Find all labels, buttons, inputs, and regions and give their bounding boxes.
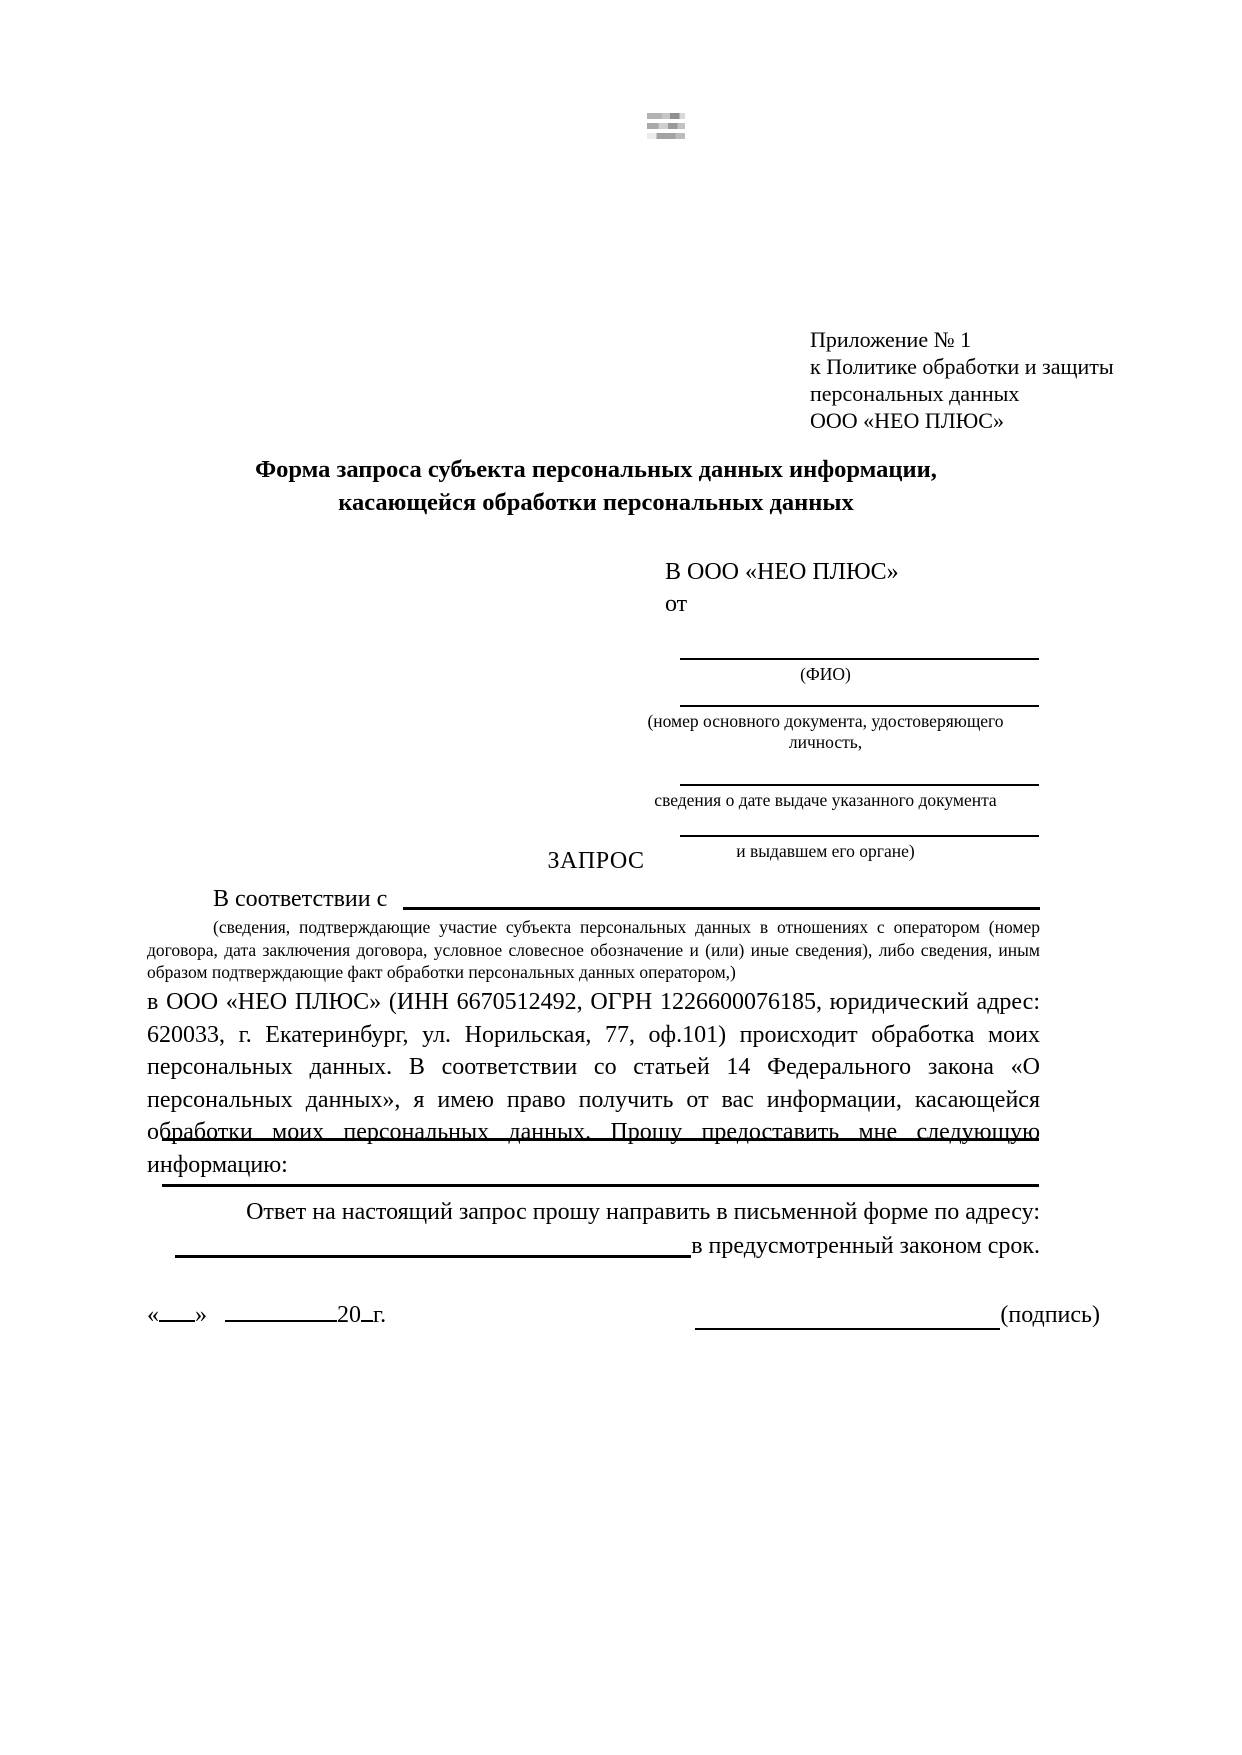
document-logo-image [647,113,685,143]
appendix-line: ООО «НЕО ПЛЮС» [810,408,1004,433]
appendix-header-block [810,326,1114,434]
document-number-blank-line [680,705,1039,707]
quote-close: » [195,1302,207,1328]
date-year-suffix: г. [373,1302,387,1328]
address-blank-line [175,1231,691,1258]
appendix-line: Приложение № 1 [810,327,972,352]
signature-blank-line [695,1302,1000,1330]
requested-info-blank-line-2 [162,1184,1039,1187]
issue-date-field-label: сведения о дате выдаче указанного документа [654,790,997,810]
issue-date-blank-line [680,784,1039,786]
date-day-blank [159,1298,195,1322]
basis-footnote: (сведения, подтверждающие участие субъекта персональных данных в отношениях с оператором (номер договора, дата заключения договора, условное словесное обозначение и (или) иные сведения), либо сведения, иным образом подтверждающие факт обработки персональных данных оператором,) [147,917,1040,982]
fio-blank-line [680,658,1039,660]
logo-stripe [647,123,685,129]
quote-open: « [147,1302,159,1328]
request-heading: ЗАПРОС [547,848,645,874]
addressee-from-label: от [665,591,688,617]
issuing-authority-field-label: и выдавшем его органе) [736,841,915,861]
requested-info-blank-line-1 [162,1138,1039,1141]
request-body-paragraph: в ООО «НЕО ПЛЮС» (ИНН 6670512492, ОГРН 1226600076185, юридический адрес: 620033, г. Екатеринбург, ул. Норильская, 77, оф.101) происходит обработка моих персональных данных. В соответствии со статьей 14 Федерального закона «О персональных данных», я имею право получить от вас информации, касающейся обработки моих персональных данных. Прошу предоставить мне следующую информацию: [147,989,1040,1178]
document-title [152,453,1040,519]
addressee-to: В ООО «НЕО ПЛЮС» [665,559,899,585]
date-month-blank [225,1298,337,1322]
date-line [147,1298,386,1330]
logo-stripe [647,113,685,119]
reply-deadline-text: в предусмотренный законом срок. [691,1233,1040,1259]
date-signature-row [147,1298,1100,1330]
request-intro-prefix: В соответствии с [213,886,394,912]
document-title-line1: Форма запроса субъекта персональных данных информации, [255,456,937,483]
reply-address-line [147,1231,1040,1261]
issuing-authority-blank-line [680,835,1039,837]
document-title-line2: касающейся обработки персональных данных [338,489,854,516]
appendix-line: к Политике обработки и защиты [810,354,1114,379]
date-year-blank [361,1298,373,1322]
logo-stripe [647,133,685,139]
document-number-field-label: (номер основного документа, удостоверяющего личность, [647,711,1004,752]
addressee-block [612,556,1039,862]
appendix-line: персональных данных [810,381,1020,406]
basis-blank-line [403,884,1040,910]
reply-address-intro: Ответ на настоящий запрос прошу направить в письменной форме по адресу: [246,1199,1040,1225]
date-year-prefix: 20 [337,1302,361,1328]
fio-field-label: (ФИО) [800,664,851,684]
signature-label: (подпись) [1000,1302,1100,1328]
signature-area [695,1298,1100,1330]
request-intro-line [147,884,1040,914]
